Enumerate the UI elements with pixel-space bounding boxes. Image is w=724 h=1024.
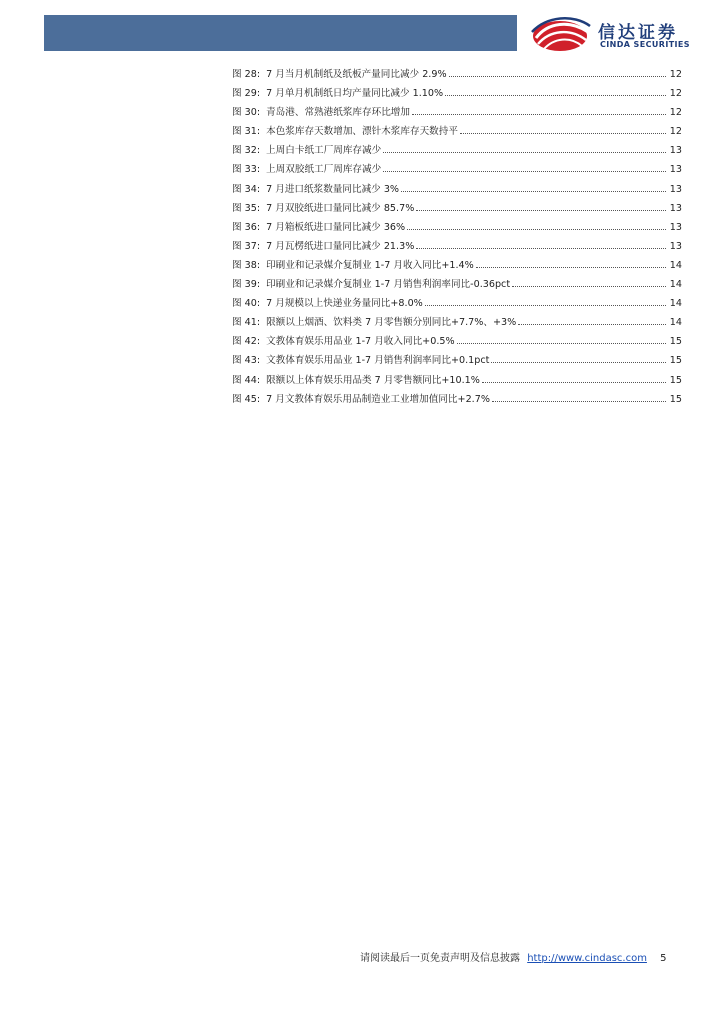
toc-page-number: 15 <box>669 355 682 367</box>
toc-entry[interactable] <box>232 314 682 333</box>
cinda-logo <box>530 14 710 56</box>
toc-dot-leader <box>476 267 666 268</box>
toc-figure-title: 本色浆库存天数增加、漂针木浆库存天数持平 <box>266 126 458 138</box>
logo-chinese-name: 信达证券 <box>598 23 678 43</box>
toc-page-number: 14 <box>669 298 682 310</box>
toc-page-number: 12 <box>669 88 682 100</box>
toc-page-number: 15 <box>669 393 682 405</box>
toc-entry[interactable] <box>232 104 682 123</box>
toc-entry[interactable] <box>232 123 682 142</box>
toc-page-number: 14 <box>669 259 682 271</box>
toc-figure-title: 限额以上体育娱乐用品类 7 月零售额同比+10.1% <box>266 374 480 386</box>
toc-page-number: 13 <box>669 164 682 176</box>
toc-dot-leader <box>457 343 666 344</box>
footer-website-link[interactable]: http://www.cindasc.com <box>527 953 647 964</box>
toc-page-number: 15 <box>669 374 682 386</box>
toc-figure-title: 7 月当月机制纸及纸板产量同比减少 2.9% <box>266 69 447 80</box>
toc-dot-leader <box>407 229 666 230</box>
toc-entry[interactable] <box>232 85 682 104</box>
toc-dot-leader <box>445 95 666 96</box>
toc-page-number: 13 <box>669 221 682 233</box>
toc-figure-title: 7 月进口纸浆数量同比减少 3% <box>266 183 400 195</box>
toc-entry[interactable] <box>232 181 682 200</box>
toc-dot-leader <box>482 382 666 383</box>
toc-entry[interactable] <box>232 352 682 371</box>
toc-page-number: 15 <box>669 336 682 348</box>
toc-entry[interactable] <box>232 219 682 238</box>
toc-entry[interactable] <box>232 391 682 410</box>
toc-figure-number: 图 40: <box>232 298 261 310</box>
toc-figure-title: 上周双胶纸工厂周库存减少 <box>266 164 382 176</box>
toc-entry[interactable] <box>232 276 682 295</box>
toc-page-number: 14 <box>669 317 682 329</box>
toc-dot-leader <box>383 171 666 172</box>
toc-figure-title: 上周白卡纸工厂周库存减少 <box>266 145 382 157</box>
toc-figure-title: 限额以上烟酒、饮料类 7 月零售额分别同比+7.7%、+3% <box>266 317 517 329</box>
toc-dot-leader <box>412 114 666 115</box>
toc-figure-number: 图 28: <box>232 69 261 80</box>
toc-page-number: 13 <box>669 145 682 157</box>
toc-figure-number: 图 31: <box>232 126 261 138</box>
toc-figure-number: 图 41: <box>232 317 261 329</box>
toc-figure-title: 印刷业和记录媒介复制业 1-7 月销售利润率同比-0.36pct <box>266 279 511 291</box>
toc-dot-leader <box>460 133 666 134</box>
toc-figure-number: 图 34: <box>232 183 261 195</box>
toc-page-number: 12 <box>669 126 682 138</box>
toc-figure-number: 图 32: <box>232 145 261 157</box>
toc-figure-title: 7 月箱板纸进口量同比减少 36% <box>266 221 406 233</box>
toc-figure-number: 图 33: <box>232 164 261 176</box>
toc-dot-leader <box>383 152 666 153</box>
page-footer <box>360 949 680 964</box>
toc-dot-leader <box>491 362 666 363</box>
toc-figure-title: 7 月文教体育娱乐用品制造业工业增加值同比+2.7% <box>266 393 490 405</box>
page-number: 5 <box>660 953 667 964</box>
toc-figure-number: 图 45: <box>232 393 261 405</box>
toc-figure-number: 图 39: <box>232 279 261 291</box>
toc-figure-title: 青岛港、常熟港纸浆库存环比增加 <box>266 107 410 119</box>
toc-figure-number: 图 38: <box>232 259 261 271</box>
cinda-logo-icon <box>530 14 592 54</box>
toc-figure-number: 图 44: <box>232 374 261 386</box>
logo-english-name: CINDA SECURITIES <box>600 40 690 49</box>
toc-figure-title: 文教体育娱乐用品业 1-7 月销售利润率同比+0.1pct <box>266 355 490 367</box>
toc-entry[interactable] <box>232 295 682 314</box>
toc-entry[interactable] <box>232 257 682 276</box>
toc-figure-number: 图 36: <box>232 221 261 233</box>
toc-figure-title: 印刷业和记录媒介复制业 1-7 月收入同比+1.4% <box>266 259 474 271</box>
toc-dot-leader <box>401 191 666 192</box>
toc-figure-number: 图 35: <box>232 202 261 214</box>
toc-entry[interactable] <box>232 161 682 180</box>
toc-page-number: 12 <box>669 69 682 80</box>
toc-dot-leader <box>449 76 666 77</box>
toc-dot-leader <box>518 324 666 325</box>
toc-figure-title: 7 月瓦楞纸进口量同比减少 21.3% <box>266 240 415 252</box>
toc-entry[interactable] <box>232 66 682 85</box>
toc-page-number: 14 <box>669 279 682 291</box>
toc-figure-title: 7 月单月机制纸日均产量同比减少 1.10% <box>266 88 444 100</box>
toc-figure-number: 图 37: <box>232 240 261 252</box>
toc-entry[interactable] <box>232 372 682 391</box>
toc-dot-leader <box>492 401 666 402</box>
toc-figure-title: 7 月规模以上快递业务量同比+8.0% <box>266 298 423 310</box>
toc-dot-leader <box>512 286 666 287</box>
toc-page-number: 13 <box>669 183 682 195</box>
toc-figure-title: 文教体育娱乐用品业 1-7 月收入同比+0.5% <box>266 336 455 348</box>
toc-figure-number: 图 29: <box>232 88 261 100</box>
toc-page-number: 13 <box>669 202 682 214</box>
toc-dot-leader <box>416 210 666 211</box>
footer-disclaimer: 请阅读最后一页免责声明及信息披露 <box>360 953 520 964</box>
toc-page-number: 13 <box>669 240 682 252</box>
toc-dot-leader <box>416 248 666 249</box>
toc-figure-title: 7 月双胶纸进口量同比减少 85.7% <box>266 202 415 214</box>
toc-entry[interactable] <box>232 238 682 257</box>
header-band <box>44 15 517 51</box>
toc-dot-leader <box>425 305 666 306</box>
figure-table-of-contents <box>232 66 682 410</box>
toc-page-number: 12 <box>669 107 682 119</box>
toc-entry[interactable] <box>232 200 682 219</box>
toc-entry[interactable] <box>232 142 682 161</box>
toc-figure-number: 图 30: <box>232 107 261 119</box>
toc-figure-number: 图 42: <box>232 336 261 348</box>
toc-figure-number: 图 43: <box>232 355 261 367</box>
toc-entry[interactable] <box>232 333 682 352</box>
